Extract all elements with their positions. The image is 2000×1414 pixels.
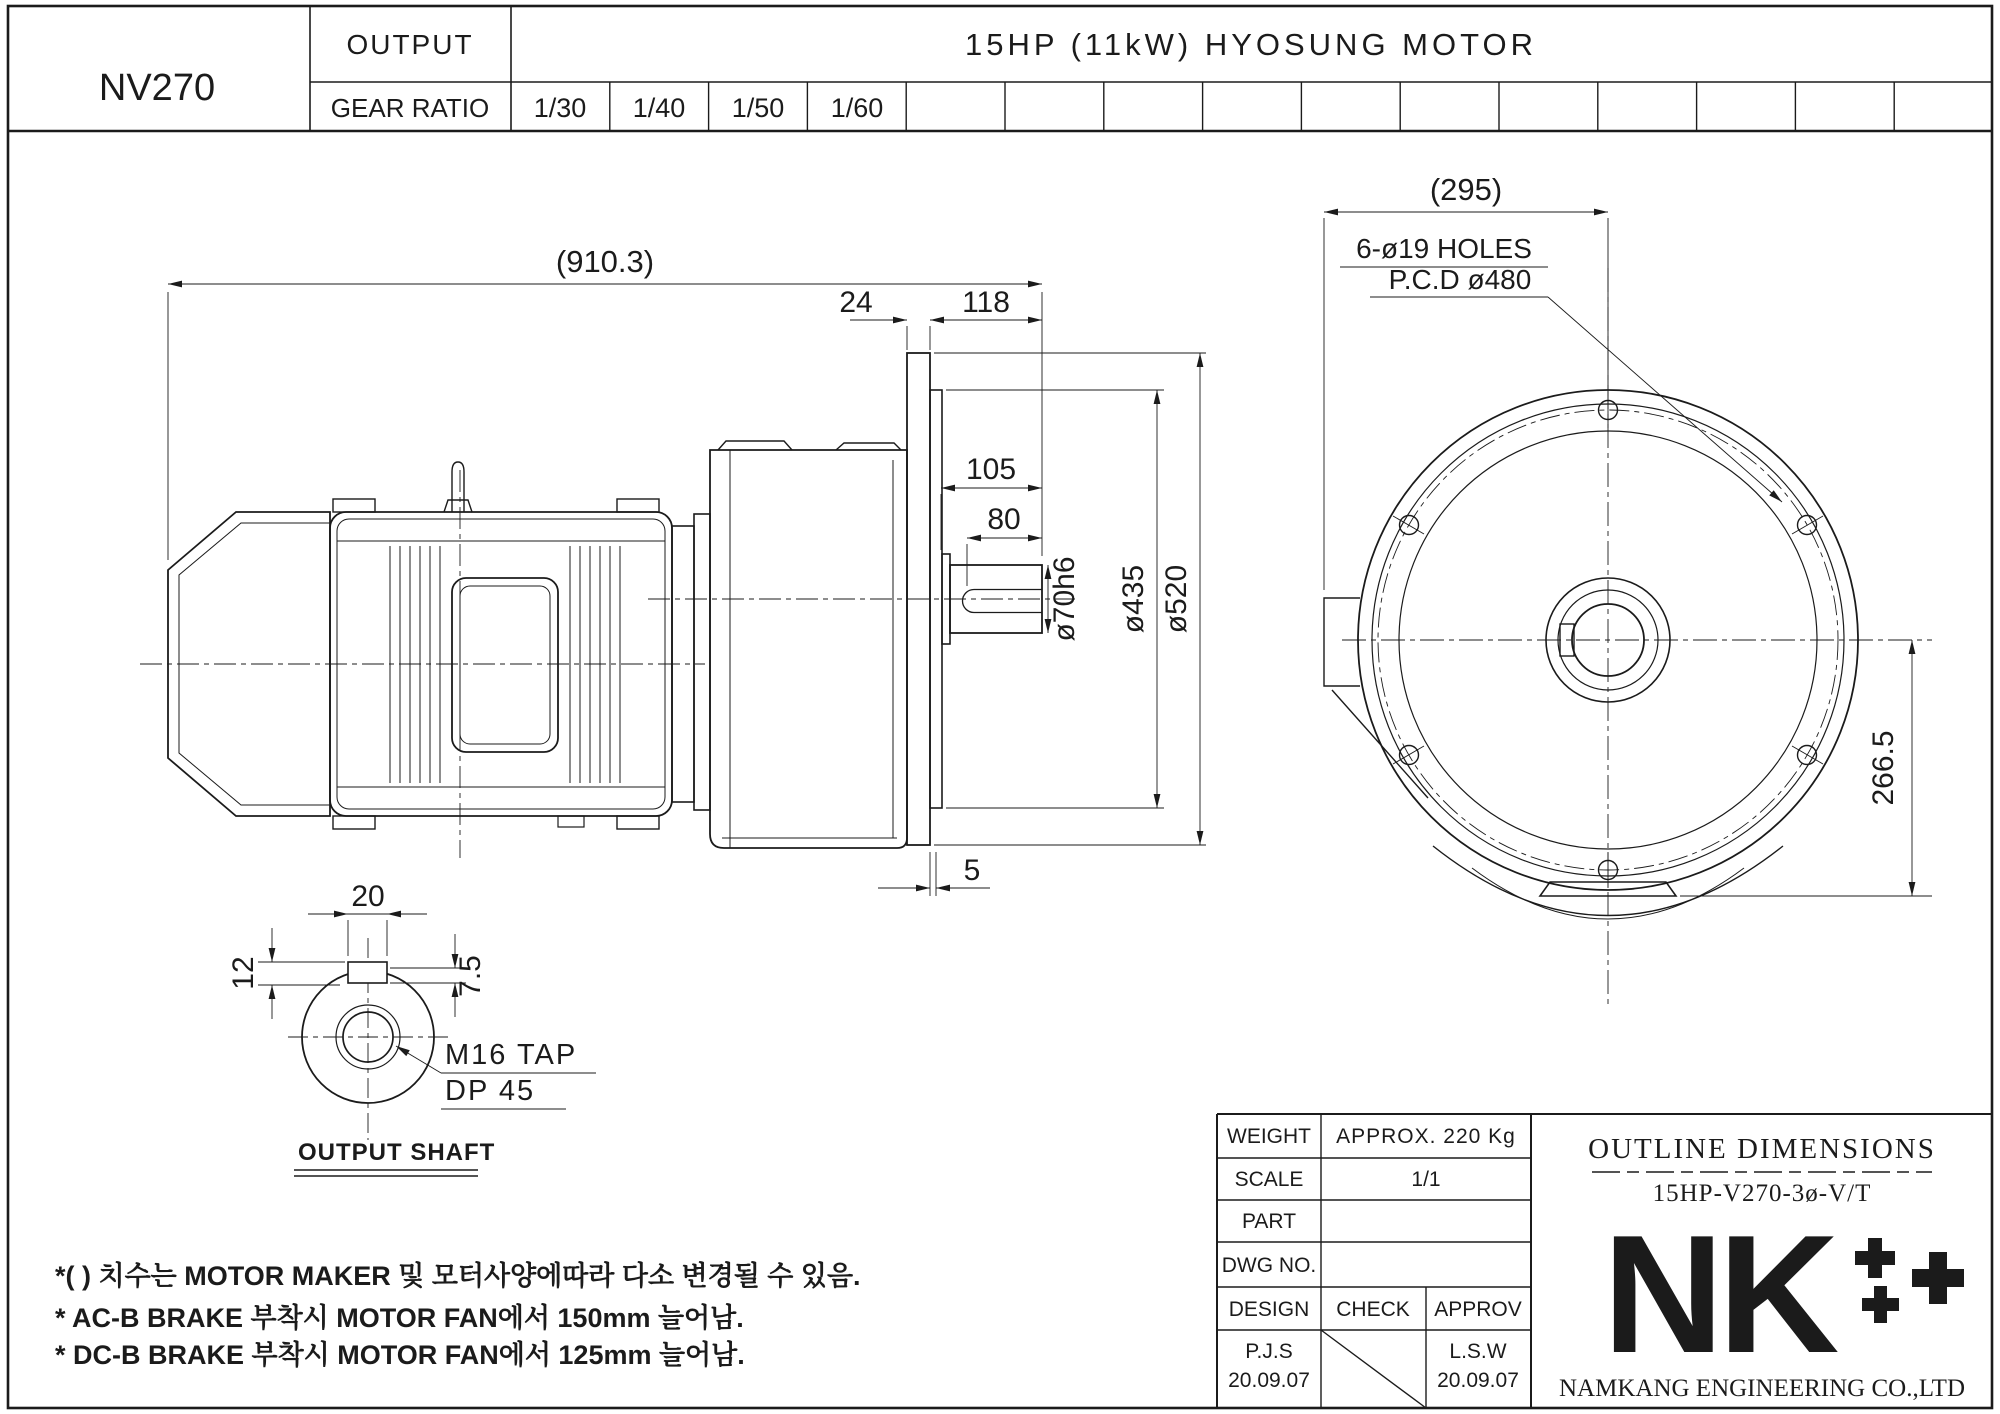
tap-depth-label: DP 45: [445, 1075, 536, 1107]
note-line-1: *( ) 치수는 MOTOR MAKER 및 모터사양에따라 다소 변경될 수 있음.: [55, 1261, 861, 1291]
adapter-plate: [672, 514, 710, 810]
dim-5-label: 5: [963, 854, 981, 887]
output-shaft-detail: [227, 880, 596, 1176]
dim-12-label: 12: [227, 956, 260, 990]
scale-label: SCALE: [1234, 1168, 1304, 1191]
logo-cross-small-top: [1855, 1238, 1895, 1278]
design-date: 20.09.07: [1228, 1369, 1310, 1392]
dim-24-label: 24: [839, 286, 873, 319]
logo-cross-large-right: [1912, 1252, 1964, 1304]
motor-silhouette: [1324, 598, 1783, 919]
dim-overall-label: (910.3): [555, 244, 655, 279]
dim-shaft-dia-label: ø70h6: [1048, 556, 1081, 642]
dim-key-width: [308, 880, 427, 956]
logo-cross-small-mid: [1862, 1286, 1899, 1323]
company-name: NAMKANG ENGINEERING CO.,LTD: [1559, 1375, 1965, 1402]
keyway-slot: [963, 590, 1042, 613]
designer-initials: P.J.S: [1245, 1340, 1293, 1363]
check-label: CHECK: [1336, 1298, 1410, 1321]
output-shaft-caption: OUTPUT SHAFT: [298, 1139, 496, 1166]
approver-initials: L.S.W: [1449, 1340, 1507, 1363]
tap-callout: [396, 1039, 596, 1109]
drain-plug: [558, 816, 584, 827]
header-table: [8, 6, 1992, 131]
holes-callout: [1340, 233, 1782, 502]
ratio-1-50: 1/50: [731, 93, 785, 123]
notes: [55, 1260, 861, 1370]
dim-80: [967, 503, 1042, 586]
dim-435-label: ø435: [1117, 564, 1150, 634]
detail-caption: [294, 1139, 495, 1176]
check-cell-slash: [1321, 1330, 1426, 1408]
company-panel: [1559, 1133, 1965, 1402]
dwg-no-label: DWG NO.: [1221, 1254, 1317, 1277]
housing-rib: [718, 441, 792, 450]
approve-date: 20.09.07: [1437, 1369, 1519, 1392]
note-line-2: * AC-B BRAKE 부착시 MOTOR FAN에서 150mm 늘어남.: [55, 1303, 744, 1333]
dim-80-label: 80: [987, 503, 1021, 536]
dim-key-depth: [227, 928, 345, 1019]
dim-shaft-dia: [1048, 556, 1081, 641]
gear-ratio-label: GEAR RATIO: [330, 93, 490, 123]
gear-ratio-grid: [610, 82, 1894, 131]
doc-title: OUTLINE DIMENSIONS: [1588, 1133, 1936, 1165]
motor-title: 15HP (11kW) HYOSUNG MOTOR: [965, 27, 1537, 62]
end-bell-tab: [617, 499, 659, 512]
side-bracket: [1324, 598, 1428, 798]
approv-label: APPROV: [1434, 1298, 1522, 1321]
lifting-pin: [444, 462, 472, 512]
tap-leader: [396, 1046, 441, 1073]
nk-logo-text: NK: [1602, 1200, 1834, 1388]
weight-value: APPROX. 220 Kg: [1336, 1125, 1516, 1148]
tap-label: M16 TAP: [445, 1039, 578, 1071]
part-label: PART: [1241, 1210, 1297, 1233]
doc-code: 15HP-V270-3ø-V/T: [1652, 1180, 1872, 1207]
motor-fins-right: [570, 546, 620, 783]
end-bell-tab: [333, 499, 375, 512]
dim-295-label: (295): [1429, 172, 1503, 207]
stator-window: [452, 578, 558, 752]
dim-105-label: 105: [965, 453, 1017, 486]
end-bell-tab: [333, 816, 375, 829]
ratio-1-40: 1/40: [632, 93, 686, 123]
dim-7-5-label: 7.5: [454, 955, 487, 997]
dim-520-label: ø520: [1160, 564, 1193, 634]
scale-value: 1/1: [1411, 1168, 1441, 1191]
output-label: OUTPUT: [346, 29, 474, 60]
key-section: [348, 962, 387, 983]
dim-24-118: [839, 286, 1042, 350]
dim-5: [878, 852, 990, 896]
gearbox-housing: [710, 441, 907, 848]
pcd-label: P.C.D ø480: [1388, 264, 1532, 295]
end-bell-tab: [617, 816, 659, 829]
side-view: [140, 244, 1206, 896]
ratio-1-30: 1/30: [533, 93, 587, 123]
stator-window-inner: [460, 586, 550, 744]
note-line-3: * DC-B BRAKE 부착시 MOTOR FAN에서 125mm 늘어남.: [55, 1340, 745, 1370]
front-view: [1324, 172, 1932, 1005]
dim-20-label: 20: [351, 880, 385, 913]
motor-body: [330, 462, 672, 829]
title-block: [1217, 1114, 1992, 1408]
ratio-1-60: 1/60: [830, 93, 884, 123]
motor-fins-left: [390, 546, 440, 783]
design-label: DESIGN: [1228, 1298, 1310, 1321]
holes-leader: [1548, 297, 1782, 502]
dim-key-height: [390, 934, 487, 1017]
dim-266-5-label: 266.5: [1867, 730, 1900, 806]
holes-label: 6-ø19 HOLES: [1356, 233, 1532, 264]
nk-logo-crosses: [1855, 1238, 1964, 1323]
housing-rib: [836, 443, 901, 450]
dim-118-label: 118: [962, 286, 1010, 319]
model-code: NV270: [98, 67, 216, 109]
weight-label: WEIGHT: [1227, 1125, 1311, 1148]
